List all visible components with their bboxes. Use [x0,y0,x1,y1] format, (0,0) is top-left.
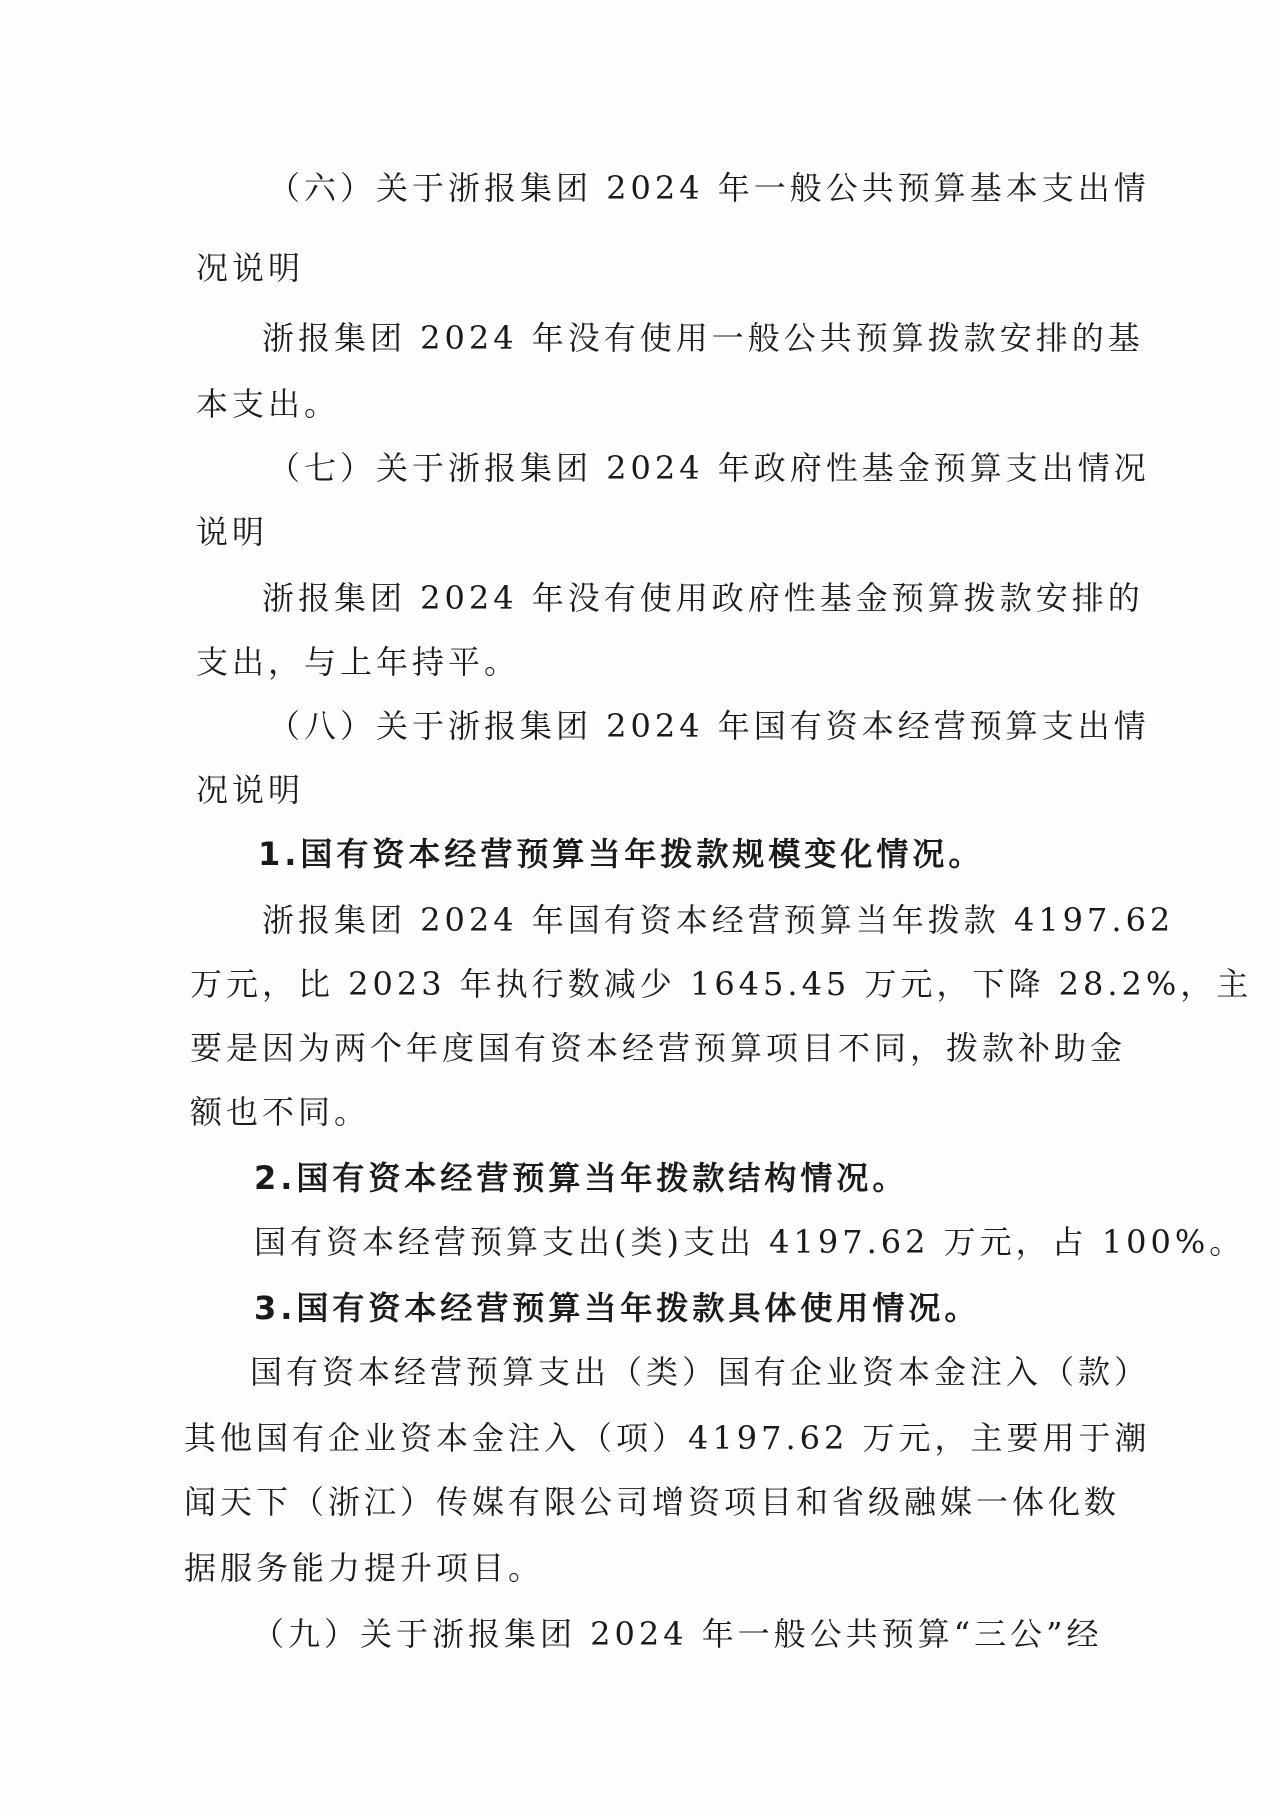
section-8-item-3-line-3: 闻天下（浙江）传媒有限公司增资项目和省级融媒一体化数 [184,1483,1121,1521]
section-9-heading-line-1: （九）关于浙报集团 2024 年一般公共预算“三公”经 [252,1615,1103,1653]
section-8-item-1-title: 1.国有资本经营预算当年拨款规模变化情况。 [258,835,985,873]
section-8-item-1-line-1: 浙报集团 2024 年国有资本经营预算当年拨款 4197.62 [262,901,1175,939]
section-8-item-1-line-4: 额也不同。 [190,1093,371,1131]
section-8-heading-line-1: （八）关于浙报集团 2024 年国有资本经营预算支出情 [268,707,1150,745]
section-6-heading-line-2: 况说明 [196,249,305,287]
section-6-body-line-2: 本支出。 [196,385,341,423]
section-8-item-3-line-2: 其他国有企业资本金注入（项）4197.62 万元，主要用于潮 [184,1419,1151,1457]
section-8-heading-line-2: 况说明 [196,771,305,809]
section-7-heading-line-1: （七）关于浙报集团 2024 年政府性基金预算支出情况 [268,449,1150,487]
section-8-item-3-line-1: 国有资本经营预算支出（类）国有企业资本金注入（款） [250,1353,1151,1391]
section-8-item-2-title: 2.国有资本经营预算当年拨款结构情况。 [254,1159,909,1197]
section-6-heading-line-1: （六）关于浙报集团 2024 年一般公共预算基本支出情 [268,169,1150,207]
section-7-body-line-1: 浙报集团 2024 年没有使用政府性基金预算拨款安排的 [262,579,1144,617]
section-6-body-line-1: 浙报集团 2024 年没有使用一般公共预算拨款安排的基 [262,319,1144,357]
section-8-item-3-title: 3.国有资本经营预算当年拨款具体使用情况。 [254,1289,981,1327]
section-8-item-2-line-1: 国有资本经营预算支出(类)支出 4197.62 万元，占 100%。 [254,1223,1246,1261]
section-8-item-1-line-3: 要是因为两个年度国有资本经营预算项目不同，拨款补助金 [190,1029,1127,1067]
section-7-body-line-2: 支出，与上年持平。 [196,643,521,681]
section-7-heading-line-2: 说明 [196,513,269,551]
section-8-item-3-line-4: 据服务能力提升项目。 [184,1549,545,1587]
section-8-item-1-line-2: 万元，比 2023 年执行数减少 1645.45 万元，下降 28.2%，主 [190,965,1253,1003]
